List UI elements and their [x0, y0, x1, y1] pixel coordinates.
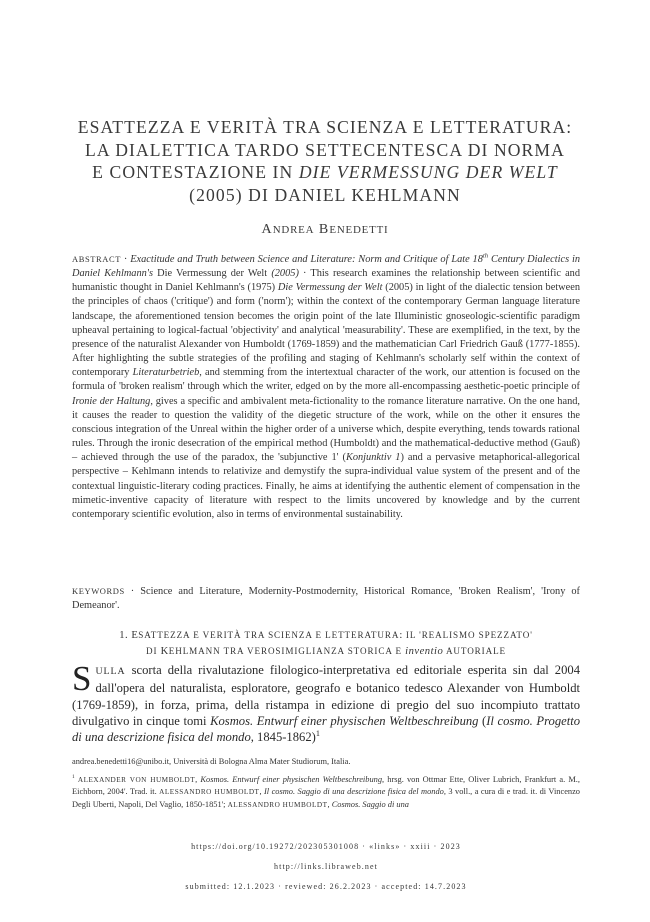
keywords: KEYWORDS · Science and Literature, Modernity-Postmodernity, Historical Romance, 'Broken Realism', 'Irony of Demeanor'.	[72, 586, 580, 612]
body-paragraph: SULLA scorta della rivalutazione filologico-interpretativa ed editoriale esperita sin dal 2004 dall'opera del naturalista, esploratore, geografo e botanico tedesco Alexander von Humboldt (1769-1859), in forza, prima, della ristampa in edizione di pregio del suo incompiuto trattato divulgativo in cinque tomi Kosmos. Entwurf einer physischen Weltbeschreibung (Il cosmo. Progetto di una descrizione fisica del mondo, 1845-1862)$^1$	[72, 659, 580, 745]
author-affiliation: andrea.benedetti16@unibo.it, Università di Bologna Alma Mater Studiorum, Italia.	[72, 757, 351, 766]
abstract-english-title: Exactitude and Truth between Science and Literature: Norm and Critique of Late 18th Century Dialectics in Daniel Kehlmann's	[72, 252, 580, 280]
footnote-ref-1[interactable]: 1	[315, 729, 320, 738]
drop-cap: S	[72, 659, 92, 698]
footnotes	[72, 756, 580, 811]
journal-link[interactable]: http://links.libraweb.net	[274, 862, 378, 871]
abstract-label: ABSTRACT	[72, 254, 122, 264]
abstract: ABSTRACT · Exactitude and Truth between Science and Literature: Norm and Critique of Late 18th Century Dialectics in Daniel Kehlmann's Die Vermessung der Welt (2005) · This research examines the relationship between scientific and humanistic thought in Daniel Kehlmann's (1975) Die Vermessung der Welt (2005) in light of the dialectic tension between the principles of chaos ('critique') and form ('norm'); within the context of the contemporary German language literature landscape, the aforementioned tension becomes the origin point of the late Illuministic gnoseologic-scientific paradigm upheaval pertaining to logical-factual 'objectivity' and analytical 'measurability'. These are exemplified, in the text, by the presence of the naturalist Alexander von Humboldt (1769-1859) and the mathematician Carl Friedrich Gauß (1777-1855). After highlighting the subtle strategies of the profiling and staging of Kehlmann's scholarly self within the context of contemporary Literaturbetrieb, and stemming from the intertextual character of the work, our attention is focused on the formula of 'broken realism' through which the writer, edged on by the more all-encompassing aesthetic-poetic principle of Ironie der Haltung, gives a specific and ambivalent meta-fictionality to the romance literature narrative. On the one hand, it causes the reader to question the validity of the diegetic structure of the work, while on the other it ensures the conscious integration of the Unreal within the higher order of a universe which, despite everything, tends towards rational rules. Through the ironic desecration of the empirical method (Humboldt) and the mathematical-deductive method (Gauß) – achieved through the use of the paradox, the 'subjunctive 1' (Konjunktiv 1) and a pervasive metaphorical-allegorical perspective – Kehlmann intends to relativize and demystify the supra-individual value system of the present and of the contextual linguistic-literary coding practices. Finally, he aims at identifying the authentic element of compensation in the mimetic-inventive capacity of literature with respect to the limits uncovered by knowledge and by the current contemporary scientific evolution, also in terms of environmental sustainability.	[72, 252, 581, 520]
title-work-italic: DIE VERMESSUNG DER WELT	[298, 162, 558, 183]
submission-dates: submitted: 12.1.2023 · reviewed: 26.2.2023 · accepted: 14.7.2023	[185, 882, 467, 891]
title-line-2: LA DIALETTICA TARDO SETTECENTESCA DI NORMA	[85, 139, 565, 160]
keywords-label: KEYWORDS	[72, 586, 125, 596]
doi-line[interactable]: https://doi.org/10.19272/202305301008 · «links» · xxiii · 2023	[191, 842, 461, 851]
author-name: ANDREA BENEDETTI	[261, 222, 389, 237]
section-heading: 1. ESATTEZZA E VERITÀ TRA SCIENZA E LETTERATURA: IL 'REALISMO SPEZZATO' DI KEHLMANN TRA VEROSIMIGLIANZA STORICA E inventio AUTORIALE	[119, 630, 533, 657]
paper-title	[40, 116, 610, 206]
title-line-3: E CONTESTAZIONE IN DIE VERMESSUNG DER WELT	[92, 162, 558, 183]
title-line-4: (2005) DI DANIEL KEHLMANN	[189, 184, 461, 205]
title-line-1: ESATTEZZA E VERITÀ TRA SCIENZA E LETTERATURA:	[77, 117, 573, 137]
keywords-list: Science and Literature, Modernity-Postmodernity, Historical Romance, 'Broken Realism', 'Irony of Demeanor'.	[72, 586, 580, 612]
footnote-1: $^1$ ALEXANDER VON HUMBOLDT, Kosmos. Entwurf einer physischen Weltbeschreibung, hrsg. von Ottmar Ette, Oliver Lubrich, Frankfurt a. M., Eichborn, 2004'. Trad. it. ALESSANDRO HUMBOLDT, Il cosmo. Saggio di una descrizione fisica del mondo, 3 voll., a cura di e trad. it. di Vincenzo Degli Uberti, Napoli, Del Vaglio, 1850-1851'; ALESSANDRO HUMBOLDT, Cosmos. Saggio di una	[72, 773, 580, 809]
